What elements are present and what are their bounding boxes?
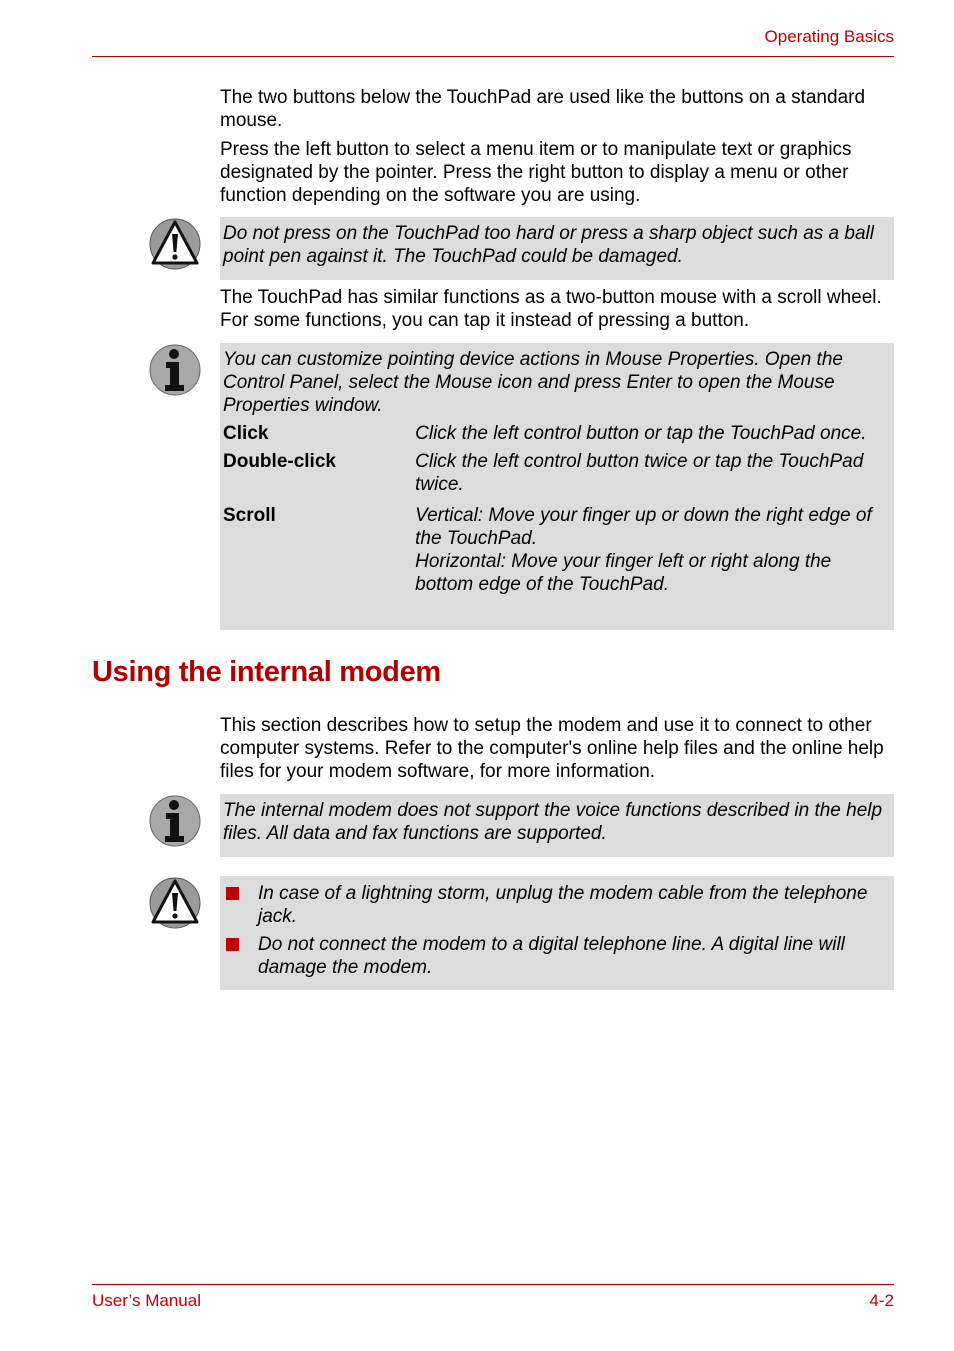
section-heading: Using the internal modem: [92, 656, 441, 688]
bullet-item: [223, 933, 889, 979]
header-title: Operating Basics: [764, 27, 894, 46]
paragraph-buttons: The two buttons below the TouchPad are used like the buttons on a standard mouse.: [220, 87, 866, 131]
caution-note-touchpad: [220, 217, 894, 280]
footer-rule: [92, 1284, 894, 1285]
bullet-item: [223, 882, 889, 928]
paragraph-left-right-buttons: Press the left button to select a menu item or to manipulate text or graphics designated by the pointer. Press the right button to display a menu or other function depending on the software you are using.: [220, 139, 852, 206]
definition-row-click: [223, 422, 889, 445]
info-icon: [148, 343, 202, 397]
caution-note-text: Do not press on the TouchPad too hard or press a sharp object such as a ball point pen against it. The TouchPad could be damaged.: [223, 223, 874, 267]
info-icon: [148, 794, 202, 848]
definition-term: Scroll: [223, 505, 276, 526]
caution-icon: [148, 876, 202, 930]
bullet-text: Do not connect the modem to a digital telephone line. A digital line will damage the modem.: [258, 934, 845, 978]
info-note-text: The internal modem does not support the voice functions described in the help files. All data and fax functions are supported.: [223, 800, 883, 844]
definition-row-scroll: [223, 504, 889, 596]
bullet-text: In case of a lightning storm, unplug the modem cable from the telephone jack.: [258, 883, 868, 927]
paragraph-modem-intro: This section describes how to setup the modem and use it to connect to other computer systems. Refer to the computer's online help files and the online help files for your modem software, for more information.: [220, 715, 884, 782]
definition-term: Double-click: [223, 451, 336, 472]
definition-text-group: [415, 504, 889, 596]
definition-text: Vertical: Move your finger up or down the right edge of the TouchPad.: [415, 505, 872, 549]
bullet-square-icon: [226, 887, 239, 900]
definition-row-double-click: [223, 450, 889, 496]
footer-manual-title: User’s Manual: [92, 1291, 201, 1310]
header-rule: [92, 56, 894, 57]
page-number: 4-2: [869, 1291, 894, 1310]
paragraph-touchpad-functions: The TouchPad has similar functions as a two-button mouse with a scroll wheel. For some functions, you can tap it instead of pressing a button.: [220, 287, 882, 331]
definition-text: Click the left control button or tap the TouchPad once.: [415, 423, 867, 444]
definition-text: Horizontal: Move your finger left or right along the bottom edge of the TouchPad.: [415, 551, 832, 595]
info-note-modem: [220, 794, 894, 857]
bullet-square-icon: [226, 938, 239, 951]
caution-icon: [148, 217, 202, 271]
caution-note-modem: [220, 876, 894, 990]
info-note-text: You can customize pointing device actions in Mouse Properties. Open the Control Panel, select the Mouse icon and press Enter to open the Mouse Properties window.: [223, 349, 843, 416]
info-note-mouse-properties: [220, 343, 894, 630]
definition-term: Click: [223, 423, 269, 444]
definition-text: Click the left control button twice or tap the TouchPad twice.: [415, 451, 864, 495]
